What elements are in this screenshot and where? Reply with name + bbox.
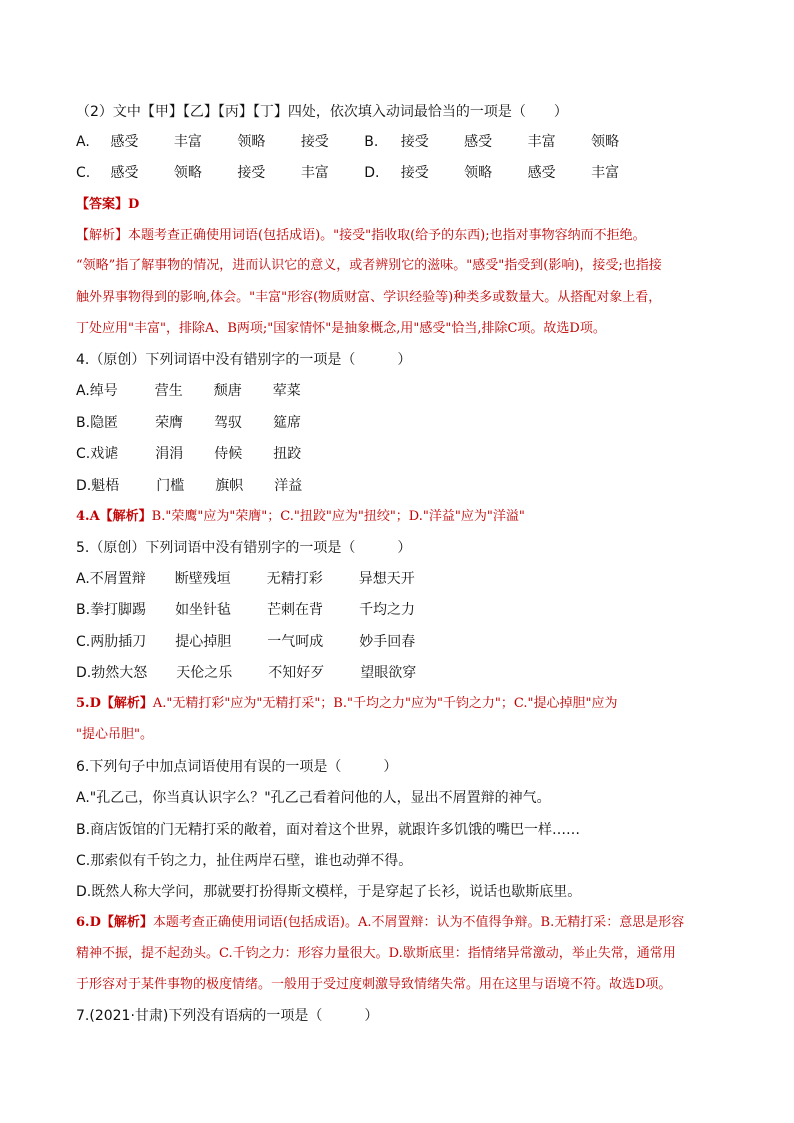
option-word: 妙手回春 (359, 634, 416, 650)
option-word: 丰富 (173, 134, 202, 150)
question-stem: （2）文中【甲】【乙】【丙】【丁】四处，依次填入动词最恰当的一项是（ ） (76, 104, 568, 120)
option-word: 接受 (400, 134, 429, 150)
option-word: 隐匿 (90, 415, 119, 431)
option-word: 拳打脚踢 (90, 602, 147, 618)
option-label: A. (76, 134, 90, 150)
analysis-text: B."荣鹰"应为"荣膺"；C."扭跤"应为"扭绞"；D."洋益"应为"洋溢" (151, 509, 525, 524)
question-stem: 7.(2021·甘肃)下列没有语病的一项是（ ） (76, 1008, 379, 1024)
option-sentence: A."孔乙己，你当真认识字么？"孔乙己看着问他的人，显出不屑置辩的神气。 (76, 790, 551, 806)
answer-label: 6.D【解析】 (76, 915, 153, 930)
option-word: 领略 (237, 134, 266, 150)
option-word: 魁梧 (91, 478, 120, 494)
option-word: 断壁残垣 (174, 571, 231, 587)
option-word: 感受 (110, 134, 139, 150)
option-row (76, 632, 451, 652)
option-word: 领略 (591, 134, 620, 150)
option-label: B. (76, 415, 91, 431)
option-word: 感受 (527, 165, 556, 181)
option-label: D. (76, 478, 92, 494)
option-label: A. (76, 571, 90, 587)
option-row (76, 663, 452, 683)
option-row (76, 600, 451, 620)
option-word: 旗帜 (215, 478, 244, 494)
option-word: 接受 (237, 165, 266, 181)
option-word: 勃然大怒 (91, 665, 148, 681)
analysis-text: A."无精打彩"应为"无精打采"；B."千均之力"应为"千钧之力"；C."提心掉胆"应为 (152, 696, 618, 711)
analysis-line: “领略”指了解事物的情况，进而认识它的意义，或者辨别它的滋味。"感受"指受到(影响)，接受;也指接 (76, 258, 662, 273)
option-word: 异想天开 (358, 571, 415, 587)
option-word: 一气呵成 (267, 634, 324, 650)
question-stem: 5.（原创）下列词语中没有错别字的一项是（ ） (76, 540, 412, 556)
option-label: C. (76, 446, 91, 462)
analysis-line: 丁处应用"丰富"，排除A、B两项;"国家情怀"是抽象概念,用"感受"恰当,排除C项。故选D项。 (76, 321, 606, 336)
option-word: 不屑置辩 (89, 571, 146, 587)
option-word: 两肋插刀 (90, 634, 147, 650)
question-stem: 6.下列句子中加点词语使用有误的一项是（ ） (76, 759, 398, 775)
option-row (76, 413, 332, 433)
option-label: C. (76, 634, 91, 650)
option-word: 接受 (400, 165, 429, 181)
option-word: 望眼欲穿 (360, 665, 417, 681)
option-sentence: B.商店饭馆的门无精打采的敞着，面对着这个世界，就跟许多饥饿的嘴巴一样…… (76, 822, 581, 838)
option-word: 感受 (110, 165, 139, 181)
option-row-ab (76, 132, 650, 152)
analysis-line: 于形容对于某件事物的极度情绪。一般用于受过度刺激导致情绪失常。用在这里与语境不符。故选D项。 (76, 977, 672, 992)
answer-analysis (76, 507, 525, 527)
analysis-line: 精神不振，提不起劲头。C.千钧之力：形容力量很大。D.歇斯底里：指情绪异常激动，举止失常，通常用 (76, 946, 676, 961)
option-row (76, 381, 332, 401)
option-sentence: C.那索似有千钧之力，扯住两岸石壁，谁也动弹不得。 (76, 853, 413, 869)
answer-label: 5.D【解析】 (76, 696, 153, 711)
analysis-text: 本题考查正确使用词语(包括成语)。A.不屑置辩：认为不值得争辩。B.无精打采：意思是形容 (152, 915, 685, 930)
option-word: 绰号 (89, 383, 118, 399)
option-word: 荤菜 (272, 383, 301, 399)
question-stem: 4.（原创）下列词语中没有错别字的一项是（ ） (76, 352, 412, 368)
option-word: 丰富 (300, 165, 329, 181)
option-row (76, 569, 451, 589)
option-word: 接受 (300, 134, 329, 150)
option-word: 领略 (173, 165, 202, 181)
option-word: 荣膺 (155, 415, 184, 431)
answer-analysis (76, 913, 684, 933)
option-word: 扭跤 (273, 446, 302, 462)
answer-analysis (76, 694, 617, 714)
option-label: C. (76, 165, 91, 181)
option-label: B. (364, 134, 379, 150)
option-word: 无精打彩 (266, 571, 323, 587)
option-word: 筵席 (273, 415, 302, 431)
option-row-cd (76, 163, 650, 183)
option-label: D. (364, 165, 380, 181)
option-label: D. (76, 665, 92, 681)
option-row (76, 476, 333, 496)
option-word: 营生 (154, 383, 183, 399)
option-word: 千均之力 (359, 602, 416, 618)
option-word: 天伦之乐 (176, 665, 233, 681)
option-word: 涓涓 (155, 446, 184, 462)
option-label: A. (76, 383, 90, 399)
option-word: 芒刺在背 (267, 602, 324, 618)
analysis-line: 触外界事物得到的影响,体会。"丰富"形容(物质财富、学识经验等)种类多或数量大。从搭配对象上看， (76, 290, 662, 305)
option-word: 侍候 (214, 446, 243, 462)
option-word: 不知好歹 (268, 665, 325, 681)
option-word: 领略 (464, 165, 493, 181)
option-word: 如坐针毡 (175, 602, 232, 618)
option-sentence: D.既然人称大学问，那就要打扮得斯文模样，于是穿起了长衫，说话也歇斯底里。 (76, 884, 582, 900)
option-row (76, 444, 332, 464)
analysis-line: "提心吊胆"。 (76, 727, 153, 742)
option-word: 驾驭 (214, 415, 243, 431)
analysis-line: 【解析】本题考查正确使用词语(包括成语)。"接受"指收取(给予的东西);也指对事物容纳而不拒绝。 (76, 228, 646, 243)
option-word: 感受 (464, 134, 493, 150)
option-word: 颓唐 (213, 383, 242, 399)
answer-label: 4.A【解析】 (76, 509, 152, 524)
option-word: 洋益 (274, 478, 303, 494)
option-word: 门槛 (156, 478, 185, 494)
option-word: 丰富 (527, 134, 556, 150)
option-word: 戏谑 (90, 446, 119, 462)
option-word: 丰富 (591, 165, 620, 181)
option-word: 提心掉胆 (175, 634, 232, 650)
option-label: B. (76, 602, 91, 618)
answer-label: 【答案】D (76, 197, 140, 212)
